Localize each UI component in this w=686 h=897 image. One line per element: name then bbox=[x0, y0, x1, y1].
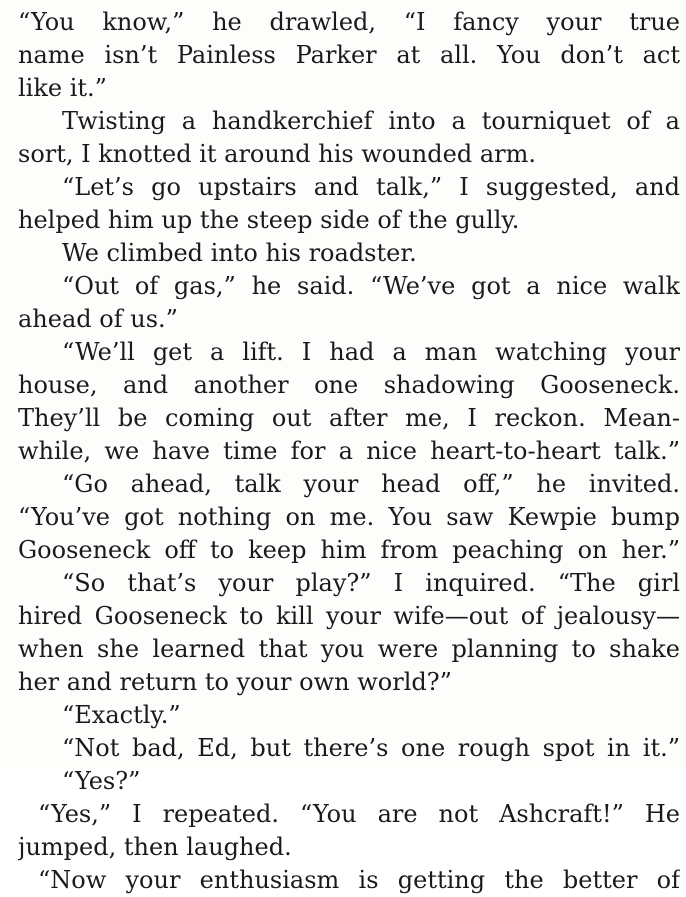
text-line: her and return to your own world?” bbox=[18, 668, 452, 696]
text-line: helped him up the steep side of the gully. bbox=[18, 206, 520, 234]
text-line: while, we have time for a nice heart-to-heart talk.” bbox=[18, 437, 680, 465]
text-line: “We’ll get a lift. I had a man watching your bbox=[62, 338, 680, 366]
text-line: They’ll be coming out after me, I reckon. Mean- bbox=[18, 404, 680, 432]
text-line: “Yes?” bbox=[62, 767, 141, 795]
text-line: hired Gooseneck to kill your wife—out of jealousy— bbox=[18, 602, 680, 630]
text-line: Twisting a handkerchief into a tourniquet of a bbox=[62, 107, 680, 135]
text-line: “So that’s your play?” I inquired. “The girl bbox=[62, 569, 680, 597]
text-line: “Go ahead, talk your head off,” he invited. bbox=[62, 470, 680, 498]
text-line: sort, I knotted it around his wounded arm. bbox=[18, 140, 536, 168]
text-line: “Yes,” I repeated. “You are not Ashcraft!” He bbox=[38, 800, 680, 828]
text-line: We climbed into his roadster. bbox=[62, 239, 417, 267]
text-line: ahead of us.” bbox=[18, 305, 178, 333]
text-line: “You’ve got nothing on me. You saw Kewpie bump bbox=[18, 503, 680, 531]
text-line: Gooseneck off to keep him from peaching on her.” bbox=[18, 536, 680, 564]
text-line: “Out of gas,” he said. “We’ve got a nice walk bbox=[62, 272, 680, 300]
text-line: name isn’t Painless Parker at all. You don’t act bbox=[18, 41, 680, 69]
text-line: like it.” bbox=[18, 74, 107, 102]
text-column bbox=[18, 6, 680, 897]
text-line: “Let’s go upstairs and talk,” I suggested, and bbox=[62, 173, 680, 201]
text-line: jumped, then laughed. bbox=[18, 833, 292, 861]
text-line: house, and another one shadowing Gooseneck. bbox=[18, 371, 680, 399]
text-line: “Now your enthusiasm is getting the better of bbox=[38, 866, 680, 894]
text-line: “Not bad, Ed, but there’s one rough spot in it.” bbox=[62, 734, 680, 762]
text-line: “Exactly.” bbox=[62, 701, 181, 729]
text-line: when she learned that you were planning to shake bbox=[18, 635, 680, 663]
text-line: “You know,” he drawled, “I fancy your true bbox=[18, 8, 680, 36]
